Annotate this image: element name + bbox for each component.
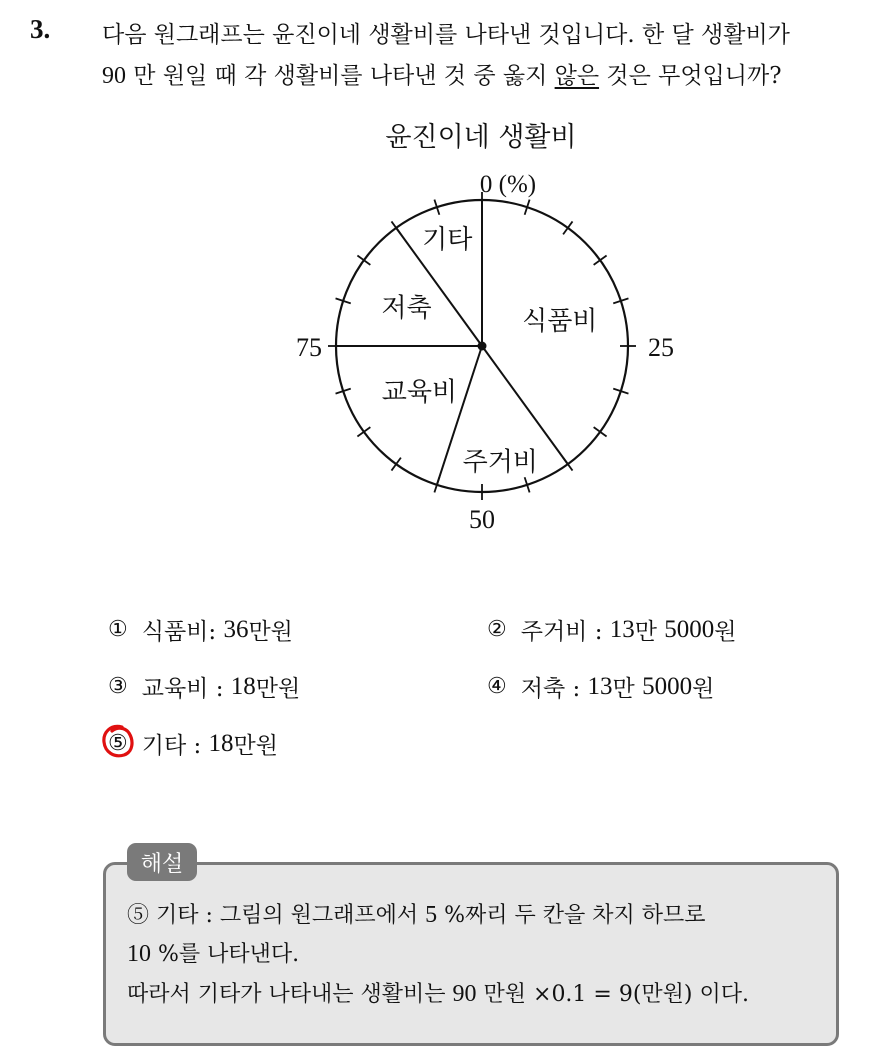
option-4-label: 저축 : [520, 676, 581, 702]
option-2-num1: 13 [609, 615, 635, 643]
solution-line2 [127, 937, 299, 968]
option-2-mark: ② [487, 617, 507, 642]
question-text-part-a: 만 원일 때 각 생활비를 나타낸 것 중 옳지 [126, 63, 555, 89]
solution-line1-num: 5 [425, 902, 438, 928]
option-2-unit1: 만 [634, 619, 657, 645]
pie-slice-label: 저축 [381, 293, 432, 324]
option-2[interactable] [487, 613, 737, 646]
pie-center-dot [478, 342, 487, 351]
pie-slice-label: 기타 [422, 225, 473, 256]
option-4-mark: ④ [487, 674, 507, 699]
option-2-unit2: 원 [714, 619, 737, 645]
pie-scale-label: 75 [296, 333, 322, 362]
option-2-num2: 5000 [664, 615, 715, 643]
pie-tick [391, 458, 400, 471]
solution-line2-b: %를 나타낸다. [151, 942, 300, 967]
option-1-num: 36 [223, 615, 249, 643]
question-underlined-word: 않은 [554, 63, 600, 89]
solution-line3-num: 90 [452, 981, 477, 1007]
option-3-mark: ③ [108, 674, 128, 699]
solution-line1-a: ⑤ 기타 : 그림의 원그래프에서 [127, 903, 426, 928]
answer-circle-mark [100, 719, 136, 763]
option-3-label: 교육비 : [141, 676, 224, 702]
pie-slice-label: 주거비 [462, 447, 538, 478]
option-5-label: 기타 : [141, 733, 202, 759]
pie-scale-label-0: 0 (%) [479, 171, 537, 198]
option-4-num1: 13 [587, 672, 613, 700]
option-1-mark: ① [108, 617, 128, 642]
option-5-num: 18 [208, 729, 234, 757]
option-4-unit2: 원 [692, 676, 715, 702]
option-2-label: 주거비 : [520, 619, 603, 645]
solution-line3 [127, 977, 749, 1008]
option-4-unit1: 만 [612, 676, 635, 702]
question-text-line1: 다음 원그래프는 윤진이네 생활비를 나타낸 것입니다. 한 달 생활비가 [102, 22, 790, 48]
solution-line2-num: 10 [127, 941, 151, 967]
option-3-unit: 만원 [255, 676, 301, 702]
pie-slice-label: 식품비 [522, 306, 598, 337]
solution-line1-b: %짜리 두 칸을 차지 하므로 [437, 903, 706, 928]
option-1-label: 식품비: [141, 619, 217, 645]
option-1[interactable] [108, 613, 293, 646]
question-amount: 90 [102, 63, 126, 89]
option-4-num2: 5000 [642, 672, 693, 700]
solution-tag: 해설 [127, 843, 197, 881]
pie-scale-label: 50 [469, 505, 495, 534]
question-text-part-b: 것은 무엇입니까? [599, 63, 782, 89]
option-5-unit: 만원 [233, 733, 278, 759]
solution-line3-a: 따라서 기타가 나타내는 생활비는 [127, 982, 453, 1007]
pie-scale-label: 25 [648, 333, 674, 362]
option-3-num: 18 [230, 672, 256, 700]
option-3[interactable] [108, 670, 300, 703]
option-5-mark: ⑤ [108, 731, 128, 756]
solution-line3-b: 만원 ×0.1 = 9(만원) 이다. [476, 982, 750, 1007]
chart-title: 윤진이네 생활비 [385, 122, 577, 153]
pie-slice-label: 교육비 [381, 377, 458, 408]
pie-tick [563, 221, 572, 234]
pie-tick [594, 427, 607, 436]
question-number: 3. [30, 14, 51, 44]
option-1-unit: 만원 [248, 619, 293, 645]
pie-tick [357, 427, 370, 436]
pie-tick [594, 255, 607, 264]
pie-group [296, 171, 674, 534]
solution-line1 [127, 898, 706, 929]
pie-tick [357, 255, 370, 264]
option-4[interactable] [487, 670, 714, 703]
